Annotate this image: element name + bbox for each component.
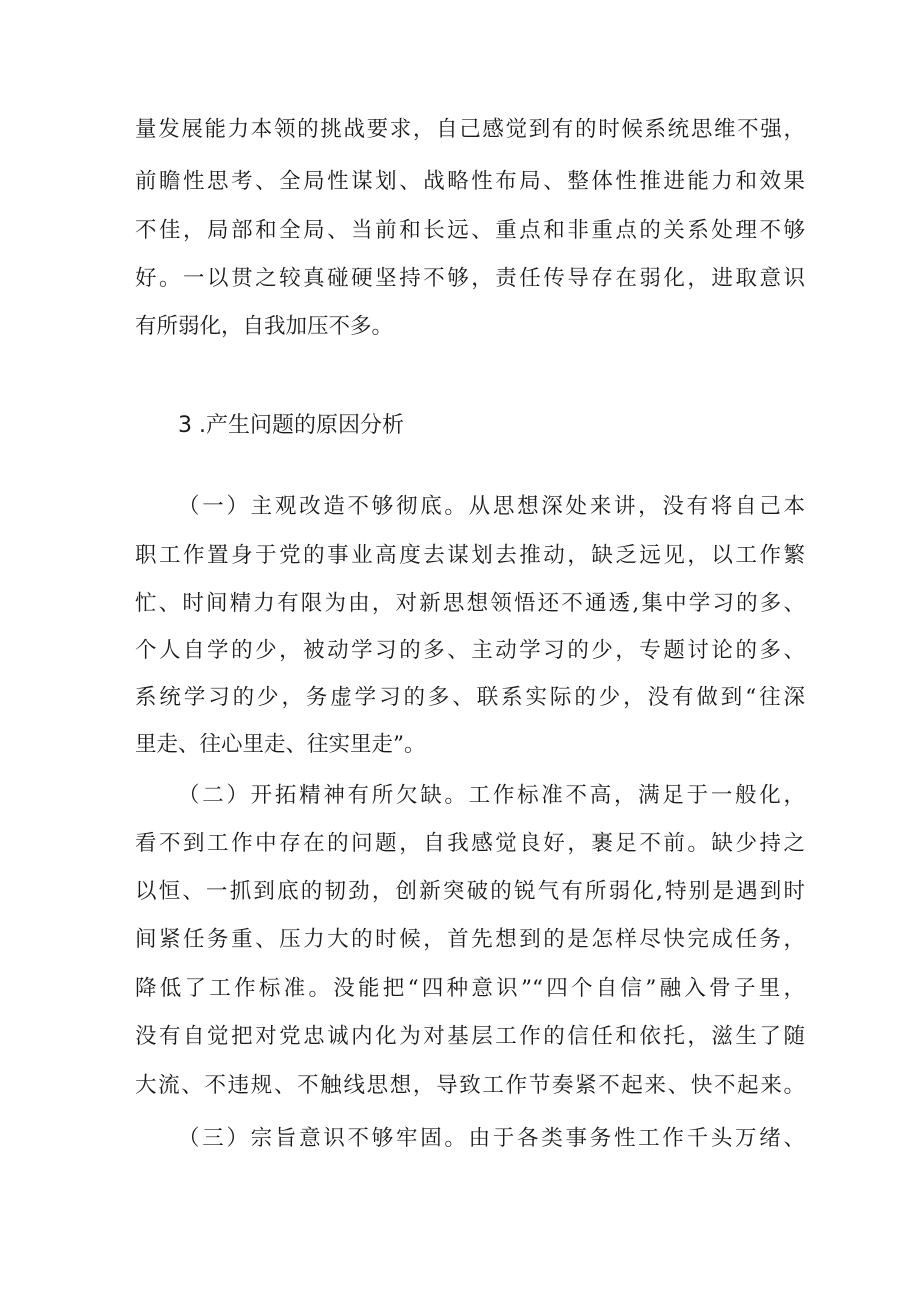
text-line: 系统学习的少，务虚学习的多、联系实际的少，没有做到“往深 [135,685,805,710]
text-line: 有所弱化，自我加压不多。 [135,314,394,339]
text-line: 没有自觉把对党忠诚内化为对基层工作的信任和依托，滋生了随 [135,1024,805,1049]
text-line: 以恒、一抓到底的韧劲，创新突破的锐气有所弱化,特别是遇到时 [135,879,805,904]
text-line: （二）开拓精神有所欠缺。工作标准不高，满足于一般化， [178,783,805,808]
text-line: 间紧任务重、压力大的时候，首先想到的是怎样尽快完成任务， [135,927,805,952]
text-line: 前瞻性思考、全局性谋划、战略性布局、整体性推进能力和效果 [135,169,805,194]
text-line: （三）宗旨意识不够牢固。由于各类事务性工作千头万绪、 [178,1126,805,1151]
text-line: 好。一以贯之较真碰硬坚持不够，责任传导存在弱化，进取意识 [135,266,805,291]
text-line: （一）主观改造不够彻底。从思想深处来讲，没有将自己本 [178,494,805,519]
section-heading: 3 .产生问题的原因分析 [178,413,404,438]
text-line: 里走、往心里走、往实里走”。 [135,732,426,757]
text-line: 不佳，局部和全局、当前和长远、重点和非重点的关系处理不够 [135,218,805,243]
text-line: 降低了工作标准。没能把“四种意识”“四个自信”融入骨子里， [135,976,805,1001]
text-line: 忙、时间精力有限为由，对新思想领悟还不通透,集中学习的多、 [135,591,805,616]
text-line: 看不到工作中存在的问题，自我感觉良好，裹足不前。缺少持之 [135,831,805,856]
text-line: 大流、不违规、不触线思想，导致工作节奏紧不起来、快不起来。 [135,1073,805,1098]
text-line: 个人自学的少，被动学习的多、主动学习的少，专题讨论的多、 [135,638,805,663]
text-line: 职工作置身于党的事业高度去谋划去推动，缺乏远见，以工作繁 [135,543,805,568]
text-line: 量发展能力本领的挑战要求，自己感觉到有的时候系统思维不强， [135,117,805,142]
